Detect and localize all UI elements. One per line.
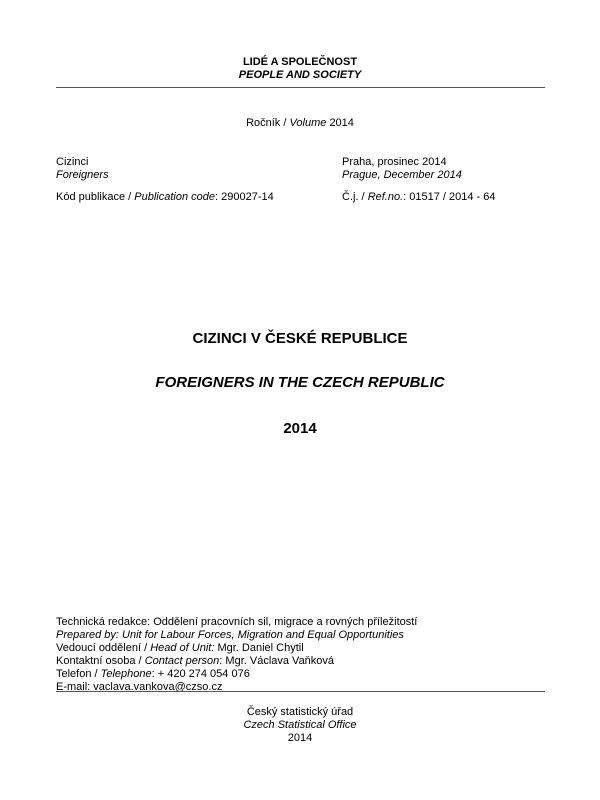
head-of-unit-line xyxy=(56,642,417,655)
volume-label-cz: Ročník / xyxy=(246,117,287,129)
volume-label-en: Volume xyxy=(289,117,327,129)
place-date-en: Prague, December 2014 xyxy=(342,169,462,181)
phone-value: : + 420 274 054 076 xyxy=(151,668,250,680)
bottom-divider xyxy=(56,691,545,692)
contact-label-en: Contact person xyxy=(144,655,220,667)
phone-label-en: Telephone xyxy=(100,668,152,680)
contact-block xyxy=(56,616,417,694)
volume-year: 2014 xyxy=(329,117,354,129)
office-name-cz: Český statistický úřad xyxy=(246,706,354,718)
code-value: : 290027-14 xyxy=(215,191,274,203)
topic-cz: Cizinci xyxy=(56,156,89,168)
title-en: FOREIGNERS IN THE CZECH REPUBLIC xyxy=(155,374,445,391)
ref-value: : 01517 / 2014 - 64 xyxy=(403,191,496,203)
series-title-cz: LIDÉ A SPOLEČNOST xyxy=(242,56,358,68)
ref-label-en: Ref.no. xyxy=(367,191,404,203)
office-name-en: Czech Statistical Office xyxy=(243,719,357,731)
email-value[interactable]: vaclava.vankova@czso.cz xyxy=(93,681,223,693)
email-label: E-mail: xyxy=(56,681,91,693)
topic-en: Foreigners xyxy=(56,169,109,181)
head-label-en: Head of Unit: xyxy=(150,642,215,654)
tech-editor-line xyxy=(56,616,417,629)
title-year: 2014 xyxy=(283,420,317,437)
footer-year: 2014 xyxy=(287,732,313,744)
contact-value: : Mgr. Václava Vaňková xyxy=(219,655,335,667)
email-line xyxy=(56,681,417,694)
series-title-en: PEOPLE AND SOCIETY xyxy=(238,69,362,81)
contact-label-cz: Kontaktní osoba / xyxy=(56,655,142,667)
ref-label-cz: Č.j. / xyxy=(342,191,365,203)
code-label-cz: Kód publikace / xyxy=(56,191,132,203)
series-header xyxy=(0,56,600,82)
title-cz: CIZINCI V ČESKÉ REPUBLICE xyxy=(192,330,408,347)
tech-label: Technická redakce: xyxy=(56,616,151,628)
left-metadata xyxy=(56,156,109,182)
footer-block xyxy=(0,706,600,745)
publication-code xyxy=(56,191,274,204)
phone-label-cz: Telefon / xyxy=(56,668,98,680)
phone-line xyxy=(56,668,417,681)
place-date-cz: Praha, prosinec 2014 xyxy=(342,156,447,168)
top-divider xyxy=(56,87,545,88)
prepared-by-line: Prepared by: Unit for Labour Forces, Migration and Equal Opportunities xyxy=(56,629,404,641)
volume-line xyxy=(0,117,600,130)
head-value: Mgr. Daniel Chytil xyxy=(217,642,304,654)
right-metadata xyxy=(342,156,462,182)
reference-number xyxy=(342,191,496,204)
head-label-cz: Vedoucí oddělení / xyxy=(56,642,148,654)
tech-value: Oddělení pracovních sil, migrace a rovných příležitostí xyxy=(153,616,418,628)
code-label-en: Publication code xyxy=(134,191,216,203)
contact-person-line xyxy=(56,655,417,668)
